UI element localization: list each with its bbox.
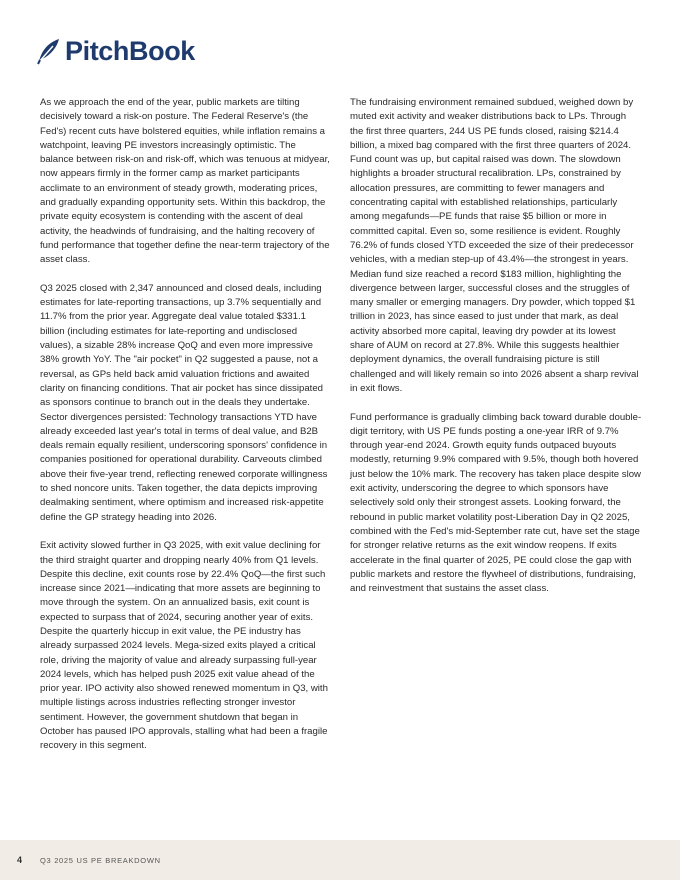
paragraph-fundraising: The fundraising environment remained subdued, weighed down by muted exit activity and weaker distributions back to LPs. Through the first three quarters, 244 US PE funds closed, raising $214.4 billion, a mixed bag compared with the first three quarters of 2024. Fund count was up, but capital raised was down. The slowdown highlights a broader structural recalibration. LPs, constrained by allocation pressures, are committing to fewer managers and concentrating capital with established relationships, particularly among megafunds—PE funds that raise $5 billion or more in committed capital. Even so, some resilience is evident. Roughly 76.2% of funds closed YTD exceeded the size of their predecessor vehicles, with a median step-up of 43.4%—the strongest in years. Median fund size reached a record $183 million, highlighting the divergence between larger, successful closes and the struggles of many smaller or emerging managers. Dry powder, which topped $1 trillion in 2023, has since eased to just under that mark, as deal activity absorbed more capital, leaving dry powder at its lowest share of AUM on record at 27.8%. While this suggests healthier deployment dynamics, the overall fundraising picture is still challenged and will likely remain so into 2026 absent a sharp revival in exit flows. (350, 97, 639, 394)
paragraph-exit-activity: Exit activity slowed further in Q3 2025, with exit value declining for the third straight quarter and dropping nearly 40% from Q1 levels. Despite this decline, exit counts rose by 22.4% QoQ—the first such increase since 2021—indicating that more assets are beginning to move through the system. On an annualized basis, exit count is expected to surpass that of 2024, securing another year of exits. Despite the quarterly hiccup in exit value, the PE industry has already surpassed 2024 levels. Mega-sized exits played a critical role, driving the majority of value and already surpassing full-year 2024 levels, which has helped push 2025 exit value ahead of the prior year. IPO activity also showed renewed momentum in Q3, with multiple listings across industries reflecting stronger investor sentiment. However, the government shutdown that began in October has paused IPO approvals, stalling what had been a fragile recovery in this segment. (40, 540, 328, 752)
left-column (40, 96, 332, 768)
right-column (350, 96, 642, 611)
report-title: Q3 2025 US PE BREAKDOWN (40, 856, 161, 865)
pitchbook-logo (36, 36, 195, 66)
page-footer (0, 840, 680, 880)
paragraph-deal-activity: Q3 2025 closed with 2,347 announced and closed deals, including estimates for late-reporting transactions, up 3.7% sequentially and 11.7% from the prior year. Aggregate deal value totaled $331.1 billion (including estimates for late-reporting and undisclosed values), a sizable 28% increase QoQ and even more impressive 38% growth YoY. The "air pocket" in Q2 suggested a pause, not a reversal, as GPs held back amid valuation frictions and awaited clarity on financing conditions. That air pocket has since dissipated as sponsors continue to branch out in the deals they undertake. Sector divergences persisted: Technology transactions YTD have already exceeded last year's total in terms of deal value, and B2B deals remain equally resilient, underscoring sponsors' confidence in companies positioned for operational durability. Carveouts climbed above their five-year trend, reflecting renewed corporate willingness to shed noncore units. Taken together, the data depicts improving dealmaking sentiment, where optimism and increased risk-appetite define the GP strategy heading into 2026. (40, 282, 328, 523)
feather-logo-icon (36, 37, 61, 65)
brand-name: PitchBook (65, 36, 195, 66)
page-number: 4 (17, 855, 23, 865)
paragraph-fund-performance: Fund performance is gradually climbing back toward durable double-digit territory, with US PE funds posting a one-year IRR of 9.7% through year-end 2024. Growth equity funds outpaced buyouts modestly, returning 9.9% compared with 9.5%, though both hovered just below the 10% mark. The recovery has taken place despite slow exit activity, underscoring the degree to which sponsors have selectively sold only their strongest assets. Looking forward, the rebound in public market volatility post-Liberation Day in Q2 2025, combined with the Fed's mid-September rate cut, have set the stage for stronger relative returns as the exit window reopens. If exits accelerate in the final quarter of 2025, PE could close the gap with public markets and restore the flywheel of distributions, fundraising, and reinvestment that sustains the asset class. (350, 411, 642, 595)
paragraph-market-overview: As we approach the end of the year, public markets are tilting decisively toward a risk-on posture. The Federal Reserve's (the Fed's) recent cuts have bolstered equities, while inflation remains a watchpoint, leaving PE investors increasingly optimistic. The balance between risk-on and risk-off, which was tenuous at midyear, now appears firmly in the former camp as market participants acclimate to an environment of steady growth, moderating prices, and gradually expanding opportunity sets. Within this backdrop, the private equity ecosystem is contending with the ascent of deal activity, the headwinds of fundraising, and the halting recovery of fund performance that together define the near-term trajectory of the asset class. (40, 97, 330, 266)
